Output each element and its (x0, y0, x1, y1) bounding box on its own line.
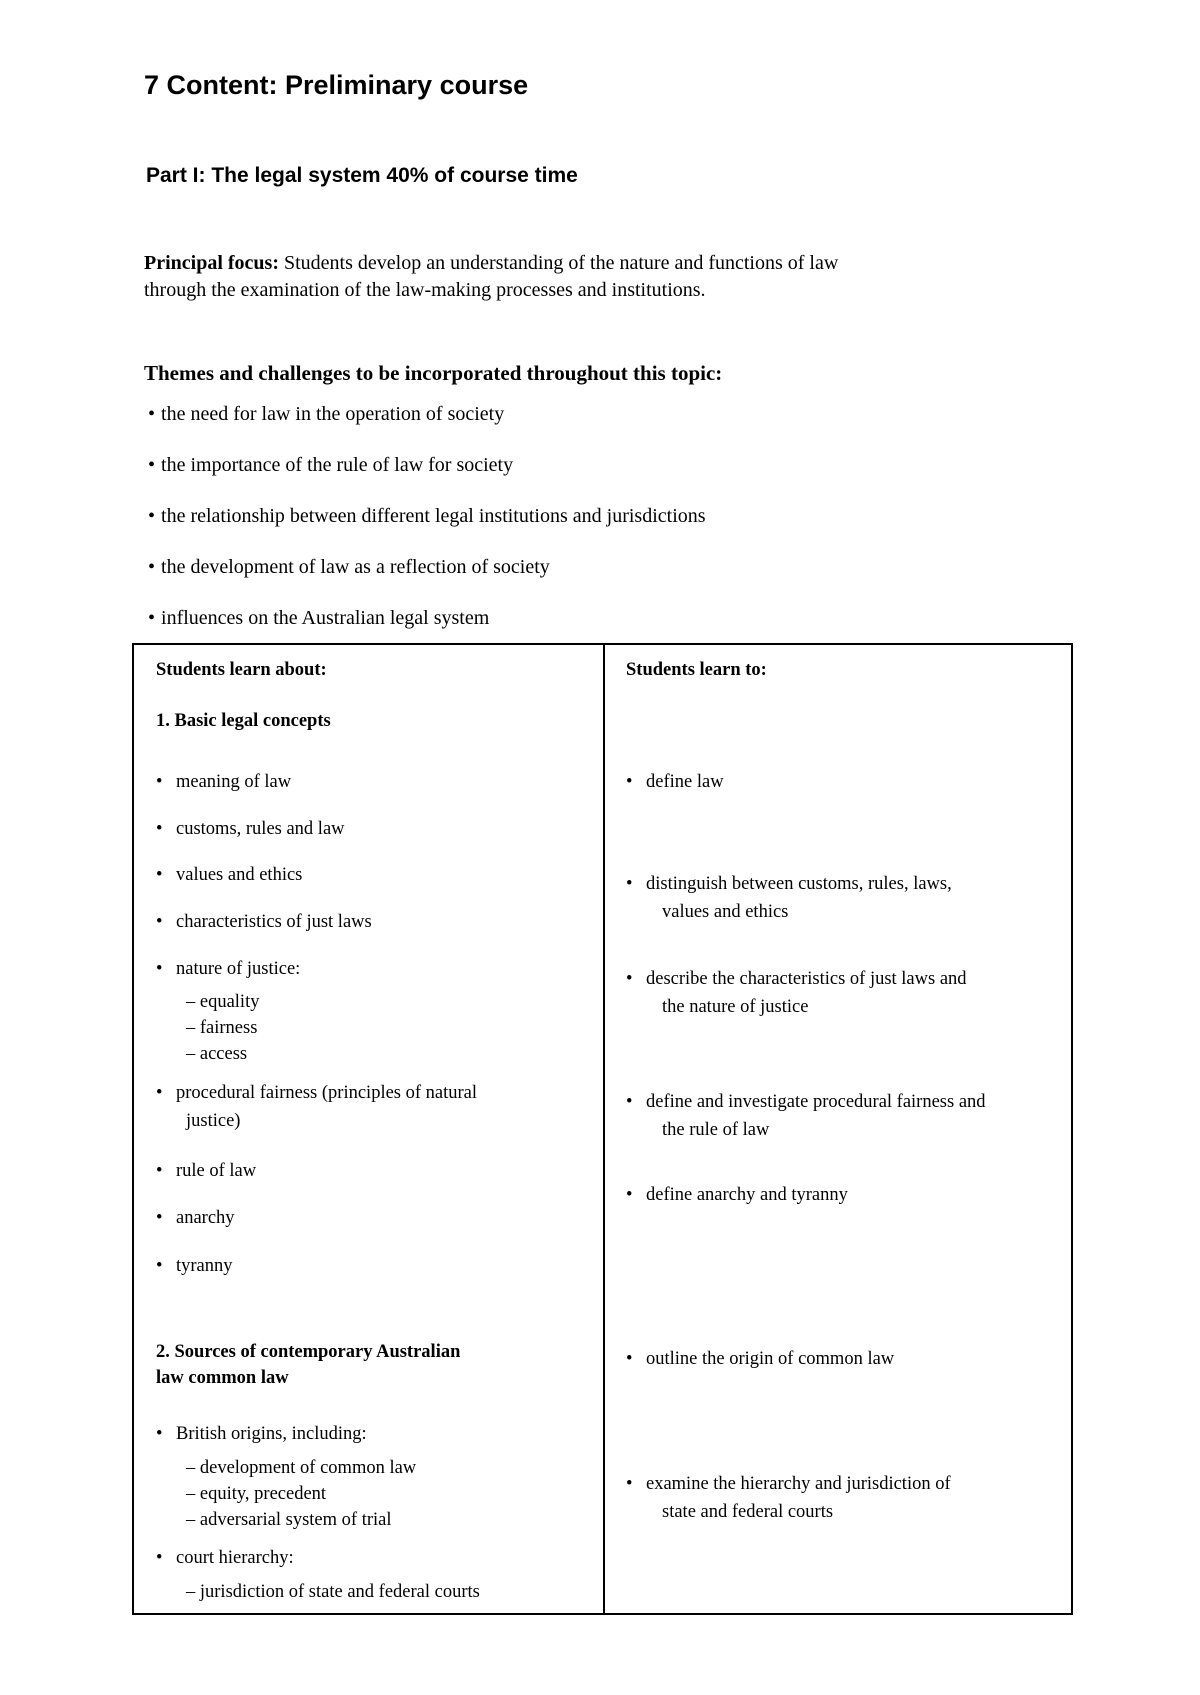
bullet-icon: • (148, 607, 156, 629)
list-item: • define anarchy and tyranny (626, 1185, 848, 1205)
list-item: • examine the hierarchy and jurisdiction of state and federal courts (626, 1474, 951, 1522)
list-item: • procedural fairness (principles of natural justice) (156, 1083, 478, 1131)
list-item: • values and ethics (156, 865, 303, 885)
list-item: • anarchy (156, 1208, 235, 1228)
section-2-title: 2. Sources of contemporary Australian law common law (156, 1342, 461, 1388)
sub-item: – access (186, 1044, 248, 1064)
list-item: • outline the origin of common law (626, 1349, 895, 1369)
part-title: Part I: The legal system 40% of course time (146, 164, 578, 187)
bullet-icon: • (148, 454, 156, 476)
list-item: • define and investigate procedural fairness and the rule of law (626, 1092, 986, 1140)
sub-item: – equity, precedent (186, 1484, 327, 1504)
focus-label: Principal focus: (144, 252, 279, 274)
british-sub-list (186, 1455, 416, 1533)
theme-item: • the relationship between different legal institutions and jurisdictions (148, 505, 706, 527)
column-divider (603, 645, 605, 1613)
theme-item: • the importance of the rule of law for society (148, 454, 514, 476)
list-item: • characteristics of just laws (156, 912, 372, 932)
principal-focus (144, 250, 1044, 304)
page-title: 7 Content: Preliminary course (144, 70, 529, 100)
sub-item: – fairness (186, 1018, 258, 1038)
list-item: • tyranny (156, 1256, 233, 1276)
court-sub-item: – jurisdiction of state and federal courts (186, 1582, 480, 1602)
justice-sub-list (186, 989, 259, 1067)
focus-line-2: through the examination of the law-making processes and institutions. (144, 279, 706, 301)
list-item: • distinguish between customs, rules, laws, values and ethics (626, 874, 952, 922)
list-item: • describe the characteristics of just laws and the nature of justice (626, 969, 967, 1017)
sub-item: – adversarial system of trial (186, 1510, 392, 1530)
sub-item: – equality (186, 992, 260, 1012)
theme-item: • the need for law in the operation of society (148, 403, 505, 425)
list-item: • rule of law (156, 1161, 257, 1181)
content-table (132, 643, 1073, 1615)
list-item: • British origins, including: (156, 1424, 367, 1444)
right-column-header: Students learn to: (626, 660, 767, 680)
bullet-icon: • (148, 556, 156, 578)
theme-item: • influences on the Australian legal system (148, 607, 490, 629)
list-item: • nature of justice: (156, 959, 301, 979)
themes-heading: Themes and challenges to be incorporated throughout this topic: (144, 361, 723, 385)
list-item: • define law (626, 772, 724, 792)
list-item: • customs, rules and law (156, 819, 345, 839)
sub-item: – development of common law (186, 1458, 417, 1478)
left-column-header: Students learn about: (156, 660, 327, 680)
list-item: • court hierarchy: (156, 1548, 294, 1568)
section-1-title: 1. Basic legal concepts (156, 711, 331, 731)
bullet-icon: • (148, 505, 156, 527)
focus-line-1: Students develop an understanding of the nature and functions of law (284, 252, 839, 274)
bullet-icon: • (148, 403, 156, 425)
list-item: • meaning of law (156, 772, 292, 792)
theme-item: • the development of law as a reflection of society (148, 556, 550, 578)
